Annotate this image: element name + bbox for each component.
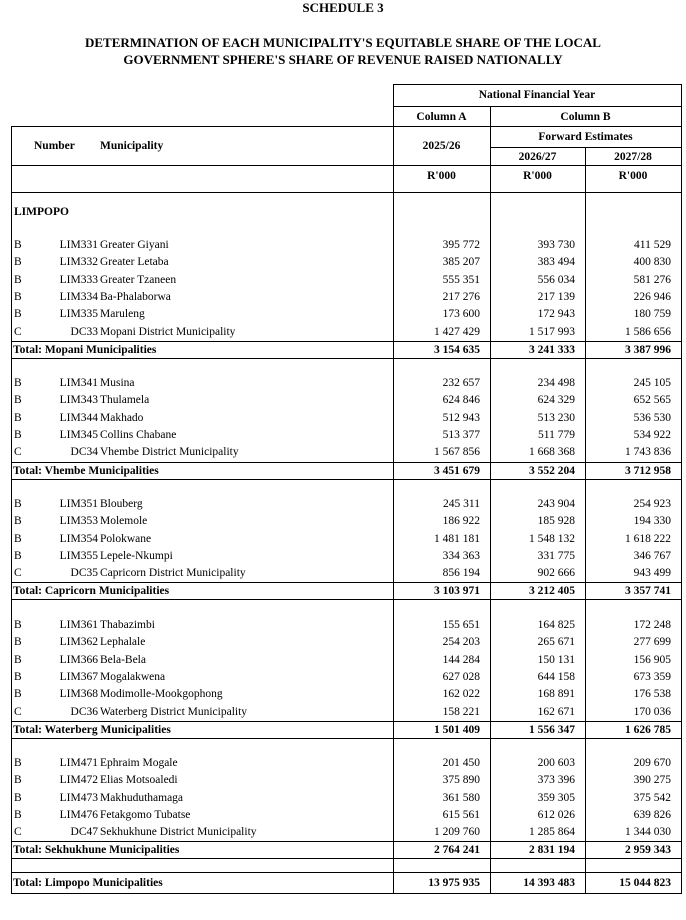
- municipality-code: DC36: [70, 705, 98, 718]
- value-2025-26: 513 377: [442, 428, 480, 441]
- header-year-b2: 2027/28: [614, 151, 652, 163]
- value-2026-27: 150 131: [537, 653, 575, 666]
- value-2026-27: 1 285 864: [529, 826, 575, 839]
- table-rule: [11, 192, 682, 193]
- table-rule: [11, 462, 682, 463]
- municipality-name: Greater Tzaneen: [100, 273, 177, 286]
- municipality-name: Musina: [100, 377, 135, 389]
- subtotal-label: Total: Vhembe Municipalities: [13, 465, 159, 477]
- value-2027-28: 534 922: [633, 428, 671, 441]
- heading-line-1: DETERMINATION OF EACH MUNICIPALITY'S EQUITABLE SHARE OF THE LOCAL: [85, 35, 601, 50]
- value-2027-28: 581 276: [633, 273, 671, 286]
- grand-total-2027-28: 15 044 823: [619, 877, 671, 889]
- value-2027-28: 226 946: [633, 290, 671, 303]
- table-rule: [393, 106, 682, 107]
- value-2027-28: 209 670: [633, 757, 671, 769]
- header-column-b: Column B: [560, 111, 611, 123]
- table-rule: [11, 341, 682, 342]
- table-rule: [11, 872, 682, 873]
- municipality-code: LIM353: [59, 515, 98, 528]
- municipality-name: Elias Motsoaledi: [100, 774, 178, 787]
- table-column-rule: [490, 106, 491, 894]
- province-label: LIMPOPO: [14, 206, 69, 218]
- value-2027-28: 277 699: [633, 636, 671, 649]
- category-letter: B: [14, 515, 22, 528]
- value-2025-26: 232 657: [442, 377, 480, 389]
- value-2027-28: 943 499: [633, 567, 671, 580]
- category-letter: B: [14, 774, 22, 787]
- header-number: Number: [34, 140, 75, 152]
- category-letter: C: [14, 446, 22, 459]
- value-2027-28: 170 036: [633, 705, 671, 718]
- value-2027-28: 1 344 030: [625, 826, 671, 839]
- subtotal-2027-28: 1 626 785: [625, 724, 671, 736]
- municipality-name: Molemole: [100, 515, 148, 528]
- value-2025-26: 627 028: [442, 670, 480, 683]
- municipality-code: LIM471: [59, 757, 98, 769]
- municipality-name: Greater Giyani: [100, 239, 169, 251]
- value-2027-28: 1 743 836: [625, 446, 671, 459]
- value-2025-26: 155 651: [442, 619, 480, 631]
- value-2027-28: 673 359: [633, 670, 671, 683]
- municipality-code: LIM351: [59, 498, 98, 510]
- category-letter: B: [14, 290, 22, 303]
- municipality-code: LIM334: [59, 290, 98, 303]
- table-rule: [11, 721, 682, 722]
- subtotal-2025-26: 2 764 241: [434, 844, 480, 856]
- value-2026-27: 217 139: [537, 290, 575, 303]
- header-column-a: Column A: [416, 111, 467, 123]
- table-rule: [11, 165, 682, 166]
- table-column-rule: [585, 147, 586, 894]
- value-2026-27: 644 158: [537, 670, 575, 683]
- value-2027-28: 172 248: [633, 619, 671, 631]
- municipality-code: LIM343: [59, 394, 98, 407]
- municipality-name: Fetakgomo Tubatse: [100, 808, 191, 821]
- category-letter: B: [14, 688, 22, 701]
- category-letter: B: [14, 636, 22, 649]
- category-letter: B: [14, 428, 22, 441]
- category-letter: B: [14, 670, 22, 683]
- value-2026-27: 331 775: [537, 549, 575, 562]
- value-2027-28: 156 905: [633, 653, 671, 666]
- subtotal-2025-26: 3 154 635: [434, 344, 480, 356]
- municipality-name: Makhado: [100, 411, 144, 424]
- table-column-rule: [393, 84, 394, 894]
- municipality-name: Sekhukhune District Municipality: [100, 826, 257, 839]
- subtotal-2026-27: 3 552 204: [529, 465, 575, 477]
- value-2027-28: 1 586 656: [625, 325, 671, 338]
- category-letter: B: [14, 791, 22, 804]
- header-national-financial-year: National Financial Year: [478, 89, 596, 101]
- municipality-name: Collins Chabane: [100, 428, 177, 441]
- value-2026-27: 172 943: [537, 308, 575, 321]
- value-2027-28: 536 530: [633, 411, 671, 424]
- municipality-code: LIM354: [59, 532, 98, 545]
- municipality-code: LIM331: [59, 239, 98, 251]
- value-2025-26: 615 561: [442, 808, 480, 821]
- value-2025-26: 1 567 856: [434, 446, 480, 459]
- value-2026-27: 556 034: [537, 273, 575, 286]
- value-2026-27: 185 928: [537, 515, 575, 528]
- subtotal-2026-27: 1 556 347: [529, 724, 575, 736]
- municipality-code: LIM341: [59, 377, 98, 389]
- value-2026-27: 234 498: [537, 377, 575, 389]
- category-letter: C: [14, 325, 22, 338]
- header-unit-b2: R'000: [618, 170, 648, 182]
- value-2025-26: 254 203: [442, 636, 480, 649]
- category-letter: C: [14, 567, 22, 580]
- value-2025-26: 361 580: [442, 791, 480, 804]
- subtotal-2026-27: 3 212 405: [529, 585, 575, 597]
- value-2027-28: 254 923: [633, 498, 671, 510]
- value-2026-27: 243 904: [537, 498, 575, 510]
- value-2026-27: 902 666: [537, 567, 575, 580]
- value-2025-26: 1 481 181: [434, 532, 480, 545]
- municipality-code: LIM476: [59, 808, 98, 821]
- municipality-code: LIM332: [59, 256, 98, 269]
- grand-total-2026-27: 14 393 483: [523, 877, 575, 889]
- value-2027-28: 194 330: [633, 515, 671, 528]
- value-2025-26: 201 450: [442, 757, 480, 769]
- municipality-code: LIM366: [59, 653, 98, 666]
- value-2027-28: 1 618 222: [625, 532, 671, 545]
- value-2027-28: 176 538: [633, 688, 671, 701]
- municipality-name: Thulamela: [100, 394, 150, 407]
- table-column-rule: [681, 84, 682, 894]
- value-2025-26: 385 207: [442, 256, 480, 269]
- value-2026-27: 373 396: [537, 774, 575, 787]
- municipality-code: LIM368: [59, 688, 98, 701]
- municipality-code: LIM333: [59, 273, 98, 286]
- header-year-b1: 2026/27: [518, 151, 557, 163]
- value-2026-27: 513 230: [537, 411, 575, 424]
- municipality-name: Bela-Bela: [100, 653, 146, 666]
- value-2026-27: 393 730: [537, 239, 575, 251]
- municipality-name: Mopani District Municipality: [100, 325, 236, 338]
- table-rule: [11, 358, 682, 359]
- category-letter: B: [14, 308, 22, 321]
- value-2027-28: 639 826: [633, 808, 671, 821]
- category-letter: B: [14, 411, 22, 424]
- table-rule: [11, 599, 682, 600]
- value-2026-27: 1 668 368: [529, 446, 575, 459]
- subtotal-label: Total: Capricorn Municipalities: [13, 585, 170, 597]
- municipality-code: LIM367: [59, 670, 98, 683]
- municipality-name: Polokwane: [100, 532, 152, 545]
- subtotal-2026-27: 2 831 194: [529, 844, 575, 856]
- schedule-title: SCHEDULE 3: [302, 0, 384, 15]
- municipality-name: Blouberg: [100, 498, 143, 510]
- category-letter: B: [14, 498, 22, 510]
- municipality-name: Thabazimbi: [100, 619, 155, 631]
- municipality-name: Lephalale: [100, 636, 146, 649]
- municipality-code: LIM473: [59, 791, 98, 804]
- municipality-code: LIM344: [59, 411, 98, 424]
- category-letter: B: [14, 757, 22, 769]
- subtotal-2027-28: 3 357 741: [625, 585, 671, 597]
- municipality-name: Waterberg District Municipality: [100, 705, 248, 718]
- subtotal-2025-26: 1 501 409: [434, 724, 480, 736]
- municipality-name: Vhembe District Municipality: [100, 446, 239, 459]
- municipality-name: Capricorn District Municipality: [100, 567, 246, 580]
- value-2026-27: 162 671: [537, 705, 575, 718]
- category-letter: C: [14, 705, 22, 718]
- table-rule: [11, 738, 682, 739]
- table-rule: [11, 841, 682, 842]
- value-2026-27: 624 329: [537, 394, 575, 407]
- value-2027-28: 346 767: [633, 549, 671, 562]
- value-2025-26: 144 284: [442, 653, 480, 666]
- municipality-name: Ba-Phalaborwa: [100, 290, 171, 303]
- category-letter: B: [14, 239, 22, 251]
- value-2025-26: 186 922: [442, 515, 480, 528]
- municipality-name: Modimolle-Mookgophong: [100, 688, 223, 701]
- value-2026-27: 1 548 132: [529, 532, 575, 545]
- table-rule: [11, 893, 682, 894]
- subtotal-label: Total: Mopani Municipalities: [13, 344, 157, 356]
- header-unit-b1: R'000: [523, 170, 552, 182]
- value-2025-26: 217 276: [442, 290, 480, 303]
- value-2026-27: 383 494: [537, 256, 575, 269]
- subtotal-2027-28: 2 959 343: [625, 844, 671, 856]
- header-year-a: 2025/26: [422, 140, 461, 152]
- value-2025-26: 395 772: [442, 239, 480, 251]
- municipality-code: LIM335: [59, 308, 98, 321]
- value-2026-27: 200 603: [537, 757, 575, 769]
- subtotal-2025-26: 3 451 679: [434, 465, 480, 477]
- category-letter: B: [14, 532, 22, 545]
- subtotal-label: Total: Sekhukhune Municipalities: [13, 844, 180, 856]
- value-2026-27: 511 779: [538, 428, 575, 441]
- municipality-code: DC33: [70, 325, 98, 338]
- value-2025-26: 334 363: [442, 549, 480, 562]
- municipality-name: Mogalakwena: [100, 670, 166, 683]
- value-2026-27: 359 305: [537, 791, 575, 804]
- value-2025-26: 158 221: [442, 705, 480, 718]
- value-2026-27: 168 891: [537, 688, 575, 701]
- value-2026-27: 1 517 993: [529, 325, 575, 338]
- value-2027-28: 245 105: [633, 377, 671, 389]
- value-2025-26: 162 022: [442, 688, 480, 701]
- value-2025-26: 1 209 760: [434, 826, 480, 839]
- category-letter: B: [14, 549, 22, 562]
- table-rule: [490, 147, 682, 148]
- header-unit-a: R'000: [427, 170, 456, 182]
- category-letter: B: [14, 808, 22, 821]
- value-2025-26: 856 194: [442, 567, 480, 580]
- table-rule: [393, 84, 682, 85]
- value-2027-28: 390 275: [633, 774, 671, 787]
- municipality-name: Greater Letaba: [100, 256, 169, 269]
- municipality-name: Maruleng: [100, 308, 145, 321]
- category-letter: B: [14, 273, 22, 286]
- heading-line-2: GOVERNMENT SPHERE'S SHARE OF REVENUE RAISED NATIONALLY: [123, 52, 563, 67]
- category-letter: B: [14, 653, 22, 666]
- table-column-rule: [11, 126, 12, 894]
- municipality-code: LIM472: [59, 774, 98, 787]
- category-letter: B: [14, 619, 22, 631]
- header-forward-estimates: Forward Estimates: [538, 131, 633, 143]
- value-2025-26: 245 311: [443, 498, 480, 510]
- value-2025-26: 512 943: [442, 411, 480, 424]
- value-2027-28: 411 529: [634, 239, 671, 251]
- value-2027-28: 400 830: [633, 256, 671, 269]
- value-2027-28: 180 759: [633, 308, 671, 321]
- municipality-code: DC35: [70, 567, 98, 580]
- subtotal-2027-28: 3 712 958: [625, 465, 671, 477]
- table-rule: [11, 126, 682, 127]
- category-letter: B: [14, 377, 22, 389]
- value-2025-26: 375 890: [442, 774, 480, 787]
- municipality-code: LIM345: [59, 428, 98, 441]
- value-2027-28: 652 565: [633, 394, 671, 407]
- grand-total-label: Total: Limpopo Municipalities: [13, 877, 163, 889]
- table-rule: [11, 582, 682, 583]
- municipality-code: LIM361: [59, 619, 98, 631]
- category-letter: B: [14, 394, 22, 407]
- header-municipality: Municipality: [100, 140, 164, 152]
- table-rule: [11, 479, 682, 480]
- subtotal-2025-26: 3 103 971: [434, 585, 480, 597]
- municipality-code: LIM362: [59, 636, 98, 649]
- value-2026-27: 265 671: [537, 636, 575, 649]
- value-2026-27: 164 825: [537, 619, 575, 631]
- subtotal-2027-28: 3 387 996: [625, 344, 671, 356]
- municipality-name: Ephraim Mogale: [100, 757, 178, 769]
- municipality-code: DC34: [70, 446, 98, 459]
- municipality-code: DC47: [70, 826, 98, 839]
- category-letter: C: [14, 826, 22, 839]
- value-2026-27: 612 026: [537, 808, 575, 821]
- category-letter: B: [14, 256, 22, 269]
- value-2025-26: 624 846: [442, 394, 480, 407]
- table-rule: [11, 858, 682, 859]
- value-2025-26: 173 600: [442, 308, 480, 321]
- value-2027-28: 375 542: [633, 791, 671, 804]
- subtotal-2026-27: 3 241 333: [529, 344, 575, 356]
- grand-total-2025-26: 13 975 935: [428, 877, 480, 889]
- municipality-name: Makhuduthamaga: [100, 791, 184, 804]
- value-2025-26: 1 427 429: [434, 325, 480, 338]
- municipality-name: Lepele-Nkumpi: [100, 549, 173, 562]
- municipality-code: LIM355: [59, 549, 98, 562]
- subtotal-label: Total: Waterberg Municipalities: [13, 724, 171, 736]
- value-2025-26: 555 351: [442, 273, 480, 286]
